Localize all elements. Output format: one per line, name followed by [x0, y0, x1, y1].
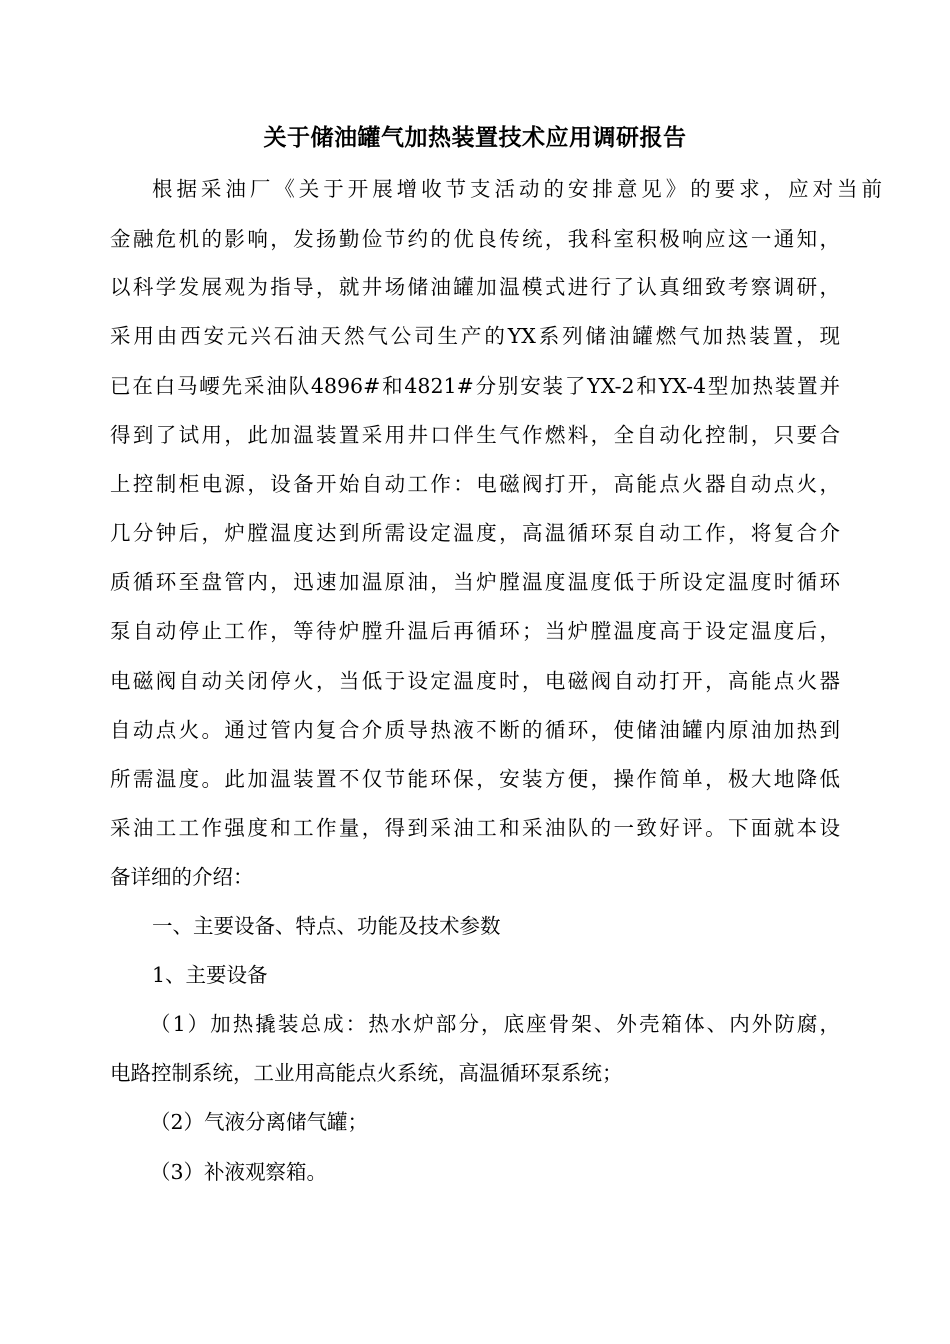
- intro-line: 已在白马崾先采油队4896#和4821#分别安装了YX-2和YX-4型加热装置并: [110, 374, 840, 398]
- document-title: 关于储油罐气加热装置技术应用调研报告: [263, 124, 687, 151]
- intro-line: 电磁阀自动关闭停火，当低于设定温度时，电磁阀自动打开，高能点火器: [110, 669, 840, 693]
- intro-line: 泵自动停止工作，等待炉膛升温后再循环；当炉膛温度高于设定温度后，: [110, 619, 840, 643]
- intro-line: 金融危机的影响，发扬勤俭节约的优良传统，我科室积极响应这一通知，: [110, 227, 840, 251]
- intro-line: 所需温度。此加温装置不仅节能环保，安装方便，操作简单，极大地降低: [110, 767, 840, 791]
- section-heading: 一、主要设备、特点、功能及技术参数: [152, 914, 501, 938]
- intro-line: 得到了试用，此加温装置采用井口伴生气作燃料，全自动化控制，只要合: [110, 423, 840, 447]
- intro-line: 质循环至盘管内，迅速加温原油，当炉膛温度温度低于所设定温度时循环: [110, 570, 840, 594]
- item-line: （2）气液分离储气罐；: [150, 1110, 369, 1134]
- item-line: （3）补液观察箱。: [150, 1160, 328, 1184]
- intro-line: 备详细的介绍：: [110, 865, 254, 889]
- intro-line: 几分钟后，炉膛温度达到所需设定温度，高温循环泵自动工作，将复合介: [110, 521, 840, 545]
- subsection-heading: 1、主要设备: [152, 963, 268, 987]
- intro-line: 采用由西安元兴石油天然气公司生产的YX系列储油罐燃气加热装置，现: [110, 324, 840, 348]
- intro-line: 采油工工作强度和工作量，得到采油工和采油队的一致好评。下面就本设: [110, 816, 840, 840]
- item-line: 电路控制系统，工业用高能点火系统，高温循环泵系统；: [110, 1061, 623, 1085]
- intro-line: 根据采油厂《关于开展增收节支活动的安排意见》的要求，应对当前: [152, 177, 882, 201]
- item-line: （1）加热撬装总成：热水炉部分，底座骨架、外壳箱体、内外防腐，: [150, 1012, 840, 1036]
- intro-line: 上控制柜电源，设备开始自动工作：电磁阀打开，高能点火器自动点火，: [110, 472, 840, 496]
- intro-line: 以科学发展观为指导，就井场储油罐加温模式进行了认真细致考察调研，: [110, 275, 840, 299]
- intro-line: 自动点火。通过管内复合介质导热液不断的循环，使储油罐内原油加热到: [110, 718, 840, 742]
